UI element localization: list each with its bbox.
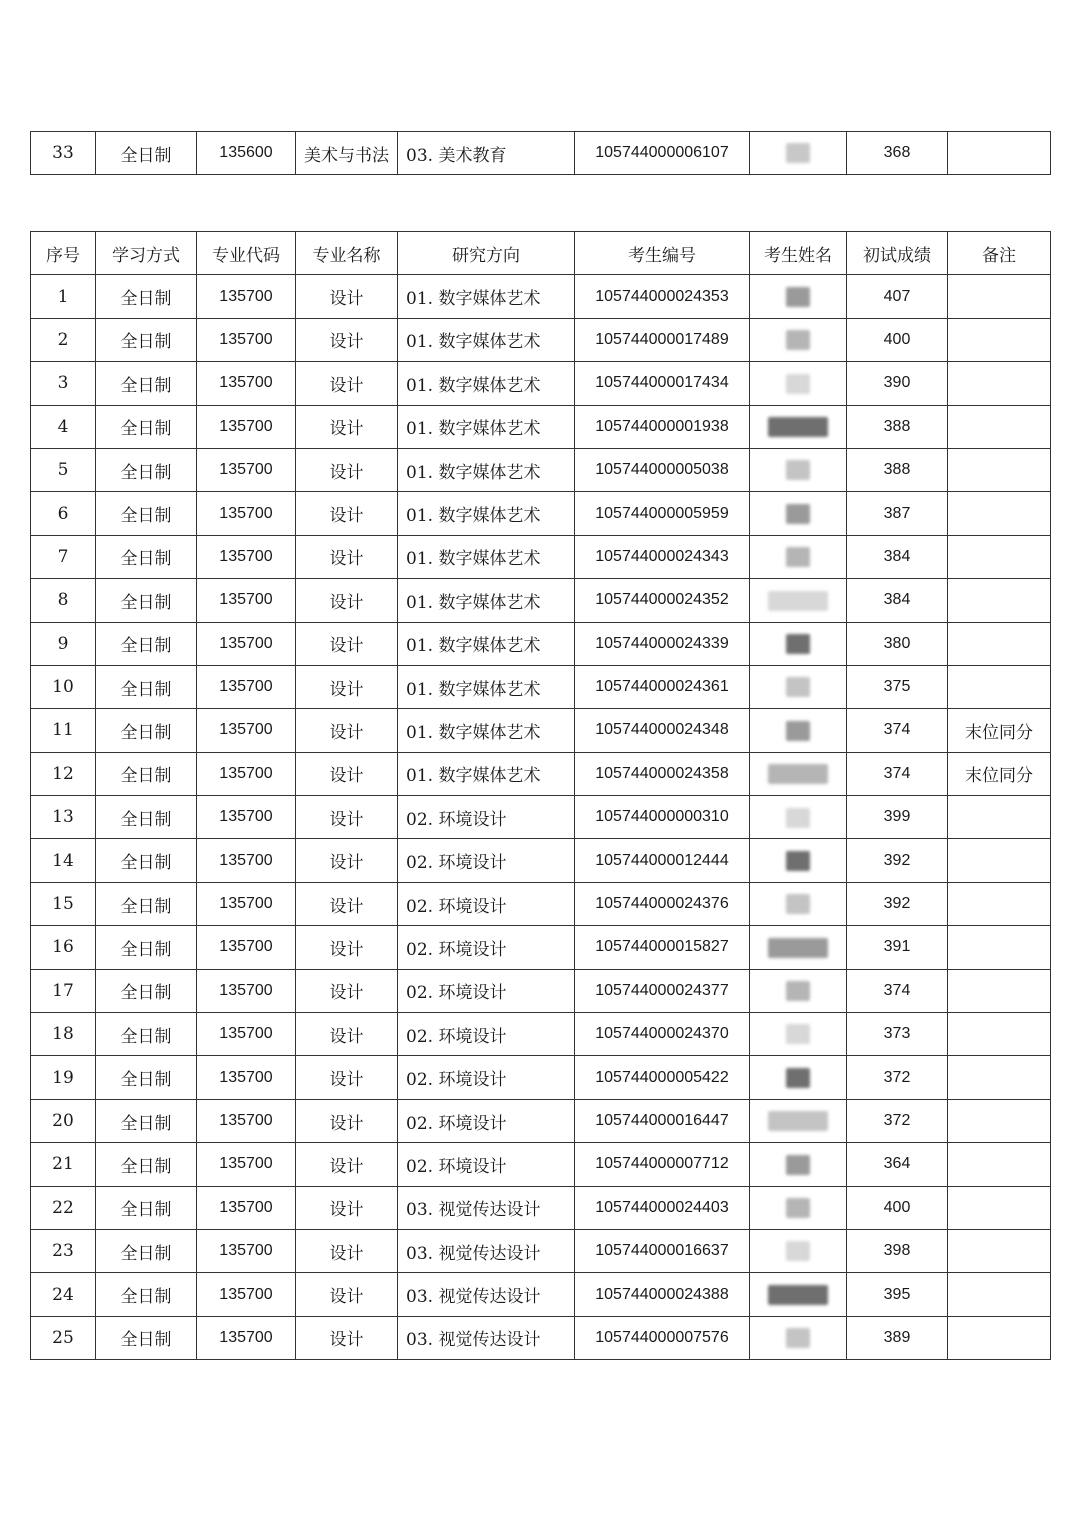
header-cell: 学习方式	[96, 232, 197, 275]
header-cell: 专业代码	[197, 232, 296, 275]
redaction-block	[786, 1198, 810, 1218]
remark	[948, 1013, 1051, 1056]
header-cell: 研究方向	[398, 232, 575, 275]
redaction-block	[768, 1111, 828, 1131]
row-no: 18	[31, 1013, 96, 1056]
major-name: 设计	[296, 1186, 398, 1229]
exam-id: 105744000024361	[575, 665, 750, 708]
research-direction: 01. 数字媒体艺术	[398, 318, 575, 361]
major-name: 设计	[296, 405, 398, 448]
remark: 末位同分	[948, 709, 1051, 752]
table-row	[31, 926, 1051, 969]
major-name: 设计	[296, 1273, 398, 1316]
major-name: 设计	[296, 1229, 398, 1272]
row-no: 4	[31, 405, 96, 448]
research-direction: 03. 视觉传达设计	[398, 1273, 575, 1316]
remark	[948, 1143, 1051, 1186]
remark	[948, 665, 1051, 708]
major-name: 设计	[296, 275, 398, 318]
table-row	[31, 318, 1051, 361]
prelim-score: 390	[847, 362, 948, 405]
table-row	[31, 839, 1051, 882]
exam-id: 105744000000310	[575, 796, 750, 839]
row-no: 21	[31, 1143, 96, 1186]
redaction-block	[786, 981, 810, 1001]
exam-id: 105744000007712	[575, 1143, 750, 1186]
research-direction: 02. 环境设计	[398, 1099, 575, 1142]
remark	[948, 839, 1051, 882]
study-mode: 全日制	[96, 622, 197, 665]
research-direction: 01. 数字媒体艺术	[398, 492, 575, 535]
candidate-name-redacted	[750, 882, 847, 925]
study-mode: 全日制	[96, 362, 197, 405]
row-no: 3	[31, 362, 96, 405]
candidate-name-redacted	[750, 926, 847, 969]
candidate-name-redacted	[750, 492, 847, 535]
major-code: 135700	[197, 1099, 296, 1142]
research-direction: 01. 数字媒体艺术	[398, 275, 575, 318]
row-no: 23	[31, 1229, 96, 1272]
redaction-block	[786, 894, 810, 914]
prelim-score: 398	[847, 1229, 948, 1272]
table-row	[31, 448, 1051, 491]
research-direction: 01. 数字媒体艺术	[398, 405, 575, 448]
redaction-block	[786, 547, 810, 567]
header-row	[31, 232, 1051, 275]
candidate-name-redacted	[750, 1229, 847, 1272]
row-no: 6	[31, 492, 96, 535]
candidate-name-redacted	[750, 969, 847, 1012]
table-row	[31, 752, 1051, 795]
exam-id: 105744000005959	[575, 492, 750, 535]
prelim-score: 384	[847, 579, 948, 622]
major-name: 设计	[296, 448, 398, 491]
exam-id: 105744000024348	[575, 709, 750, 752]
major-name: 设计	[296, 1056, 398, 1099]
research-direction: 02. 环境设计	[398, 796, 575, 839]
table-row	[31, 362, 1051, 405]
study-mode: 全日制	[96, 1273, 197, 1316]
table-row	[31, 275, 1051, 318]
table-row	[31, 1056, 1051, 1099]
row-no: 17	[31, 969, 96, 1012]
exam-id: 105744000024339	[575, 622, 750, 665]
row-no: 20	[31, 1099, 96, 1142]
candidate-name-redacted	[750, 1056, 847, 1099]
exam-id: 105744000005422	[575, 1056, 750, 1099]
row-no: 15	[31, 882, 96, 925]
candidate-name-redacted	[750, 1186, 847, 1229]
table-row	[31, 882, 1051, 925]
remark	[948, 1099, 1051, 1142]
research-direction: 01. 数字媒体艺术	[398, 579, 575, 622]
redaction-block	[768, 417, 828, 437]
research-direction: 03. 视觉传达设计	[398, 1229, 575, 1272]
major-name: 设计	[296, 796, 398, 839]
exam-id: 105744000016637	[575, 1229, 750, 1272]
study-mode: 全日制	[96, 275, 197, 318]
redaction-block	[786, 1241, 810, 1261]
redaction-block	[786, 504, 810, 524]
study-mode: 全日制	[96, 1316, 197, 1359]
remark	[948, 796, 1051, 839]
redaction-block	[786, 1024, 810, 1044]
row-no: 2	[31, 318, 96, 361]
candidate-name-redacted	[750, 1273, 847, 1316]
major-name: 设计	[296, 1316, 398, 1359]
candidate-name-redacted	[750, 579, 847, 622]
candidate-name-redacted	[750, 1316, 847, 1359]
candidate-name-redacted	[750, 622, 847, 665]
major-name: 设计	[296, 969, 398, 1012]
remark	[948, 1056, 1051, 1099]
research-direction: 02. 环境设计	[398, 926, 575, 969]
remark	[948, 362, 1051, 405]
candidate-name-redacted	[750, 1143, 847, 1186]
remark	[948, 926, 1051, 969]
research-direction: 03. 视觉传达设计	[398, 1186, 575, 1229]
study-mode: 全日制	[96, 405, 197, 448]
row-no: 5	[31, 448, 96, 491]
table-row	[31, 1099, 1051, 1142]
remark	[948, 535, 1051, 578]
remark	[948, 1316, 1051, 1359]
major-code: 135700	[197, 665, 296, 708]
remark	[948, 1273, 1051, 1316]
redaction-block	[786, 808, 810, 828]
remark	[948, 882, 1051, 925]
header-cell: 备注	[948, 232, 1051, 275]
study-mode: 全日制	[96, 1143, 197, 1186]
table-row	[31, 969, 1051, 1012]
remark	[948, 318, 1051, 361]
redaction-block	[768, 764, 828, 784]
exam-id: 105744000007576	[575, 1316, 750, 1359]
row-no: 24	[31, 1273, 96, 1316]
table-row	[31, 622, 1051, 665]
prelim-score: 372	[847, 1099, 948, 1142]
research-direction: 02. 环境设计	[398, 1013, 575, 1056]
major-code: 135700	[197, 1143, 296, 1186]
major-code: 135700	[197, 579, 296, 622]
study-mode: 全日制	[96, 448, 197, 491]
major-code: 135700	[197, 622, 296, 665]
research-direction: 01. 数字媒体艺术	[398, 622, 575, 665]
redaction-block	[786, 1328, 810, 1348]
major-code: 135700	[197, 926, 296, 969]
table-row	[31, 132, 1051, 175]
remark	[948, 969, 1051, 1012]
table-row	[31, 579, 1051, 622]
candidate-name-redacted	[750, 448, 847, 491]
candidate-name-redacted	[750, 318, 847, 361]
major-name: 设计	[296, 926, 398, 969]
remark	[948, 1186, 1051, 1229]
major-name: 设计	[296, 622, 398, 665]
table-row	[31, 405, 1051, 448]
major-name: 设计	[296, 579, 398, 622]
research-direction: 02. 环境设计	[398, 1143, 575, 1186]
remark	[948, 448, 1051, 491]
prelim-score: 389	[847, 1316, 948, 1359]
major-code: 135700	[197, 318, 296, 361]
candidate-name-redacted	[750, 362, 847, 405]
research-direction: 02. 环境设计	[398, 882, 575, 925]
major-name: 设计	[296, 752, 398, 795]
candidate-name-redacted	[750, 796, 847, 839]
table-row	[31, 1273, 1051, 1316]
major-name: 设计	[296, 535, 398, 578]
prelim-score: 364	[847, 1143, 948, 1186]
major-code: 135700	[197, 275, 296, 318]
remark	[948, 132, 1051, 175]
major-name: 设计	[296, 1143, 398, 1186]
row-no: 14	[31, 839, 96, 882]
candidate-name-redacted	[750, 665, 847, 708]
major-code: 135700	[197, 796, 296, 839]
candidate-name-redacted	[750, 709, 847, 752]
major-code: 135700	[197, 1316, 296, 1359]
research-direction: 02. 环境设计	[398, 839, 575, 882]
study-mode: 全日制	[96, 132, 197, 175]
major-code: 135700	[197, 969, 296, 1012]
table-row	[31, 1229, 1051, 1272]
research-direction: 03. 美术教育	[398, 132, 575, 175]
table-row	[31, 1186, 1051, 1229]
major-code: 135700	[197, 448, 296, 491]
table-row	[31, 709, 1051, 752]
study-mode: 全日制	[96, 839, 197, 882]
header-cell: 专业名称	[296, 232, 398, 275]
study-mode: 全日制	[96, 1229, 197, 1272]
row-no: 33	[31, 132, 96, 175]
major-name: 设计	[296, 665, 398, 708]
remark	[948, 405, 1051, 448]
research-direction: 02. 环境设计	[398, 969, 575, 1012]
candidate-name-redacted	[750, 1013, 847, 1056]
major-name: 设计	[296, 1099, 398, 1142]
prelim-score: 392	[847, 882, 948, 925]
exam-id: 105744000012444	[575, 839, 750, 882]
redaction-block	[786, 330, 810, 350]
research-direction: 01. 数字媒体艺术	[398, 535, 575, 578]
study-mode: 全日制	[96, 318, 197, 361]
research-direction: 01. 数字媒体艺术	[398, 448, 575, 491]
remark	[948, 275, 1051, 318]
table-row	[31, 1013, 1051, 1056]
header-cell: 考生姓名	[750, 232, 847, 275]
exam-id: 105744000024343	[575, 535, 750, 578]
candidate-name-redacted	[750, 132, 847, 175]
study-mode: 全日制	[96, 796, 197, 839]
research-direction: 01. 数字媒体艺术	[398, 752, 575, 795]
major-code: 135700	[197, 1273, 296, 1316]
major-code: 135600	[197, 132, 296, 175]
header-cell: 考生编号	[575, 232, 750, 275]
study-mode: 全日制	[96, 709, 197, 752]
major-name: 设计	[296, 1013, 398, 1056]
major-code: 135700	[197, 1056, 296, 1099]
redaction-block	[768, 938, 828, 958]
exam-id: 105744000024370	[575, 1013, 750, 1056]
prelim-score: 387	[847, 492, 948, 535]
major-name: 设计	[296, 492, 398, 535]
table-row	[31, 796, 1051, 839]
study-mode: 全日制	[96, 1013, 197, 1056]
major-name: 设计	[296, 709, 398, 752]
major-code: 135700	[197, 709, 296, 752]
table-row	[31, 1143, 1051, 1186]
candidate-name-redacted	[750, 752, 847, 795]
prelim-score: 373	[847, 1013, 948, 1056]
row-no: 9	[31, 622, 96, 665]
table-row	[31, 535, 1051, 578]
row-no: 8	[31, 579, 96, 622]
research-direction: 01. 数字媒体艺术	[398, 709, 575, 752]
row-no: 11	[31, 709, 96, 752]
major-code: 135700	[197, 1186, 296, 1229]
exam-id: 105744000001938	[575, 405, 750, 448]
exam-id: 105744000024403	[575, 1186, 750, 1229]
prelim-score: 380	[847, 622, 948, 665]
remark	[948, 579, 1051, 622]
prelim-score: 388	[847, 405, 948, 448]
redaction-block	[786, 634, 810, 654]
row-no: 10	[31, 665, 96, 708]
candidate-name-redacted	[750, 275, 847, 318]
research-direction: 01. 数字媒体艺术	[398, 362, 575, 405]
major-code: 135700	[197, 1013, 296, 1056]
major-code: 135700	[197, 839, 296, 882]
prelim-score: 374	[847, 752, 948, 795]
exam-id: 105744000024353	[575, 275, 750, 318]
redaction-block	[786, 460, 810, 480]
candidate-name-redacted	[750, 1099, 847, 1142]
prelim-score: 375	[847, 665, 948, 708]
exam-id: 105744000006107	[575, 132, 750, 175]
research-direction: 02. 环境设计	[398, 1056, 575, 1099]
study-mode: 全日制	[96, 535, 197, 578]
prelim-score: 400	[847, 318, 948, 361]
row-no: 1	[31, 275, 96, 318]
redaction-block	[786, 1155, 810, 1175]
redaction-block	[786, 1068, 810, 1088]
major-code: 135700	[197, 752, 296, 795]
remark	[948, 492, 1051, 535]
study-mode: 全日制	[96, 492, 197, 535]
prelim-score: 392	[847, 839, 948, 882]
prelim-score: 368	[847, 132, 948, 175]
major-name: 美术与书法	[296, 132, 398, 175]
prelim-score: 372	[847, 1056, 948, 1099]
research-direction: 01. 数字媒体艺术	[398, 665, 575, 708]
row-no: 22	[31, 1186, 96, 1229]
previous-page-table	[30, 131, 1051, 175]
study-mode: 全日制	[96, 1056, 197, 1099]
study-mode: 全日制	[96, 1099, 197, 1142]
study-mode: 全日制	[96, 882, 197, 925]
prelim-score: 391	[847, 926, 948, 969]
major-code: 135700	[197, 535, 296, 578]
exam-id: 105744000017489	[575, 318, 750, 361]
row-no: 13	[31, 796, 96, 839]
remark	[948, 622, 1051, 665]
row-no: 19	[31, 1056, 96, 1099]
row-no: 12	[31, 752, 96, 795]
prelim-score: 407	[847, 275, 948, 318]
candidate-name-redacted	[750, 839, 847, 882]
study-mode: 全日制	[96, 969, 197, 1012]
study-mode: 全日制	[96, 926, 197, 969]
redaction-block	[786, 721, 810, 741]
exam-id: 105744000024376	[575, 882, 750, 925]
redaction-block	[768, 591, 828, 611]
row-no: 16	[31, 926, 96, 969]
major-name: 设计	[296, 882, 398, 925]
study-mode: 全日制	[96, 665, 197, 708]
redaction-block	[786, 851, 810, 871]
redaction-block	[768, 1285, 828, 1305]
study-mode: 全日制	[96, 752, 197, 795]
redaction-block	[786, 677, 810, 697]
prelim-score: 384	[847, 535, 948, 578]
exam-id: 105744000024352	[575, 579, 750, 622]
prelim-score: 400	[847, 1186, 948, 1229]
major-code: 135700	[197, 1229, 296, 1272]
major-name: 设计	[296, 839, 398, 882]
remark: 末位同分	[948, 752, 1051, 795]
header-cell: 初试成绩	[847, 232, 948, 275]
candidate-name-redacted	[750, 535, 847, 578]
exam-id: 105744000016447	[575, 1099, 750, 1142]
major-code: 135700	[197, 405, 296, 448]
exam-id: 105744000024358	[575, 752, 750, 795]
table-row	[31, 492, 1051, 535]
prelim-score: 374	[847, 709, 948, 752]
study-mode: 全日制	[96, 1186, 197, 1229]
exam-id: 105744000005038	[575, 448, 750, 491]
redaction-block	[786, 287, 810, 307]
remark	[948, 1229, 1051, 1272]
admission-list-table	[30, 231, 1051, 1360]
research-direction: 03. 视觉传达设计	[398, 1316, 575, 1359]
prelim-score: 395	[847, 1273, 948, 1316]
major-code: 135700	[197, 362, 296, 405]
prelim-score: 388	[847, 448, 948, 491]
exam-id: 105744000017434	[575, 362, 750, 405]
major-name: 设计	[296, 362, 398, 405]
prelim-score: 399	[847, 796, 948, 839]
redaction-block	[786, 143, 810, 163]
exam-id: 105744000015827	[575, 926, 750, 969]
row-no: 25	[31, 1316, 96, 1359]
table-row	[31, 665, 1051, 708]
row-no: 7	[31, 535, 96, 578]
prelim-score: 374	[847, 969, 948, 1012]
major-name: 设计	[296, 318, 398, 361]
exam-id: 105744000024388	[575, 1273, 750, 1316]
table-row	[31, 1316, 1051, 1359]
exam-id: 105744000024377	[575, 969, 750, 1012]
major-code: 135700	[197, 492, 296, 535]
header-cell: 序号	[31, 232, 96, 275]
candidate-name-redacted	[750, 405, 847, 448]
major-code: 135700	[197, 882, 296, 925]
redaction-block	[786, 374, 810, 394]
study-mode: 全日制	[96, 579, 197, 622]
